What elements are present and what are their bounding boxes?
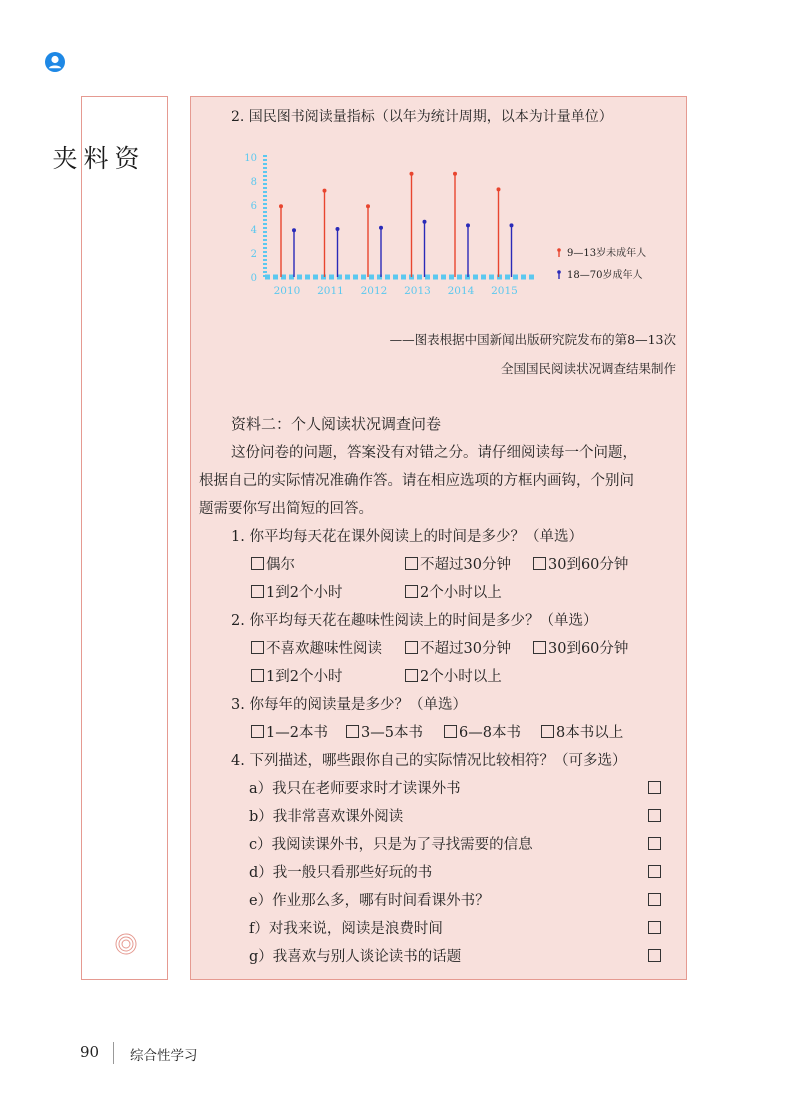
- footer-section: 综合性学习: [130, 1048, 198, 1064]
- q4-item-g: g）我喜欢与别人谈论读书的话题: [249, 949, 462, 965]
- x-tick-label: 2012: [360, 285, 388, 297]
- bar-dot-0-5: [497, 187, 501, 191]
- bar-dot-1-1: [336, 227, 340, 231]
- legend-marker-dot: [557, 270, 561, 274]
- q2-option[interactable]: 不超过30分钟: [405, 637, 511, 658]
- x-tick-label: 2014: [447, 285, 475, 297]
- footer-divider: [113, 1042, 114, 1064]
- intro-line-2: 根据自己的实际情况准确作答。请在相应选项的方框内画钩，个别问: [199, 473, 634, 489]
- q2-option[interactable]: 不喜欢趣味性阅读: [251, 637, 382, 658]
- legend-label: 18—70岁成年人: [567, 270, 643, 281]
- legend-marker-dot: [557, 248, 561, 252]
- checkbox[interactable]: [405, 585, 418, 598]
- y-tick-label: 8: [250, 177, 257, 188]
- questionnaire-title: 资料二：个人阅读状况调查问卷: [231, 415, 442, 433]
- checkbox[interactable]: [648, 809, 661, 822]
- bar-dot-0-1: [323, 189, 327, 193]
- q3-option[interactable]: 1—2本书: [251, 721, 328, 742]
- content-panel: [190, 96, 687, 980]
- bar-dot-1-2: [379, 226, 383, 230]
- q1-option[interactable]: 偶尔: [251, 553, 295, 574]
- source-line-2: 全国国民阅读状况调查结果制作: [500, 361, 676, 376]
- chart-heading: 2. 国民图书阅读量指标（以年为统计周期，以本为计量单位）: [231, 109, 613, 125]
- q4-item-b: b）我非常喜欢课外阅读: [249, 809, 404, 825]
- sidebar-title: 资料夹: [49, 145, 140, 172]
- q4-item-c: c）我阅读课外书，只是为了寻找需要的信息: [249, 837, 533, 853]
- bar-dot-0-2: [366, 204, 370, 208]
- q1-option[interactable]: 2个小时以上: [405, 581, 502, 602]
- y-tick-label: 6: [250, 201, 257, 212]
- bar-dot-1-4: [466, 223, 470, 227]
- checkbox[interactable]: [444, 725, 457, 738]
- checkbox[interactable]: [648, 893, 661, 906]
- checkbox[interactable]: [648, 921, 661, 934]
- y-tick-label: 0: [250, 273, 257, 284]
- spiral-icon: [115, 933, 137, 955]
- checkbox[interactable]: [405, 641, 418, 654]
- q2-text: 2. 你平均每天花在趣味性阅读上的时间是多少？（单选）: [231, 613, 598, 629]
- checkbox[interactable]: [541, 725, 554, 738]
- q3-option[interactable]: 6—8本书: [444, 721, 521, 742]
- q4-item-e: e）作业那么多，哪有时间看课外书？: [249, 893, 490, 909]
- checkbox[interactable]: [648, 949, 661, 962]
- bar-dot-0-0: [279, 204, 283, 208]
- bar-dot-1-5: [510, 223, 514, 227]
- checkbox[interactable]: [405, 557, 418, 570]
- bar-dot-1-0: [292, 228, 296, 232]
- q4-item-a: a）我只在老师要求时才读课外书: [249, 781, 461, 797]
- q4-text: 4. 下列描述，哪些跟你自己的实际情况比较相符？（可多选）: [231, 753, 627, 769]
- y-tick-label: 2: [250, 249, 257, 260]
- legend-label: 9—13岁未成年人: [567, 248, 647, 259]
- q3-text: 3. 你每年的阅读量是多少？（单选）: [231, 697, 467, 713]
- x-tick-label: 2011: [317, 285, 344, 297]
- q1-option[interactable]: 1到2个小时: [251, 581, 342, 602]
- q2-option[interactable]: 2个小时以上: [405, 665, 502, 686]
- checkbox[interactable]: [648, 865, 661, 878]
- intro-line-3: 题需要你写出简短的回答。: [199, 501, 373, 517]
- source-line-1: ——图表根据中国新闻出版研究院发布的第8—13次: [389, 332, 676, 347]
- checkbox[interactable]: [251, 725, 264, 738]
- intro-line-1: 这份问卷的问题，答案没有对错之分。请仔细阅读每一个问题，: [231, 445, 637, 461]
- checkbox[interactable]: [648, 781, 661, 794]
- x-tick-label: 2013: [404, 285, 431, 297]
- q4-item-f: f）对我来说，阅读是浪费时间: [249, 921, 443, 937]
- q1-option[interactable]: 不超过30分钟: [405, 553, 511, 574]
- checkbox[interactable]: [251, 585, 264, 598]
- q2-option[interactable]: 30到60分钟: [533, 637, 628, 658]
- x-tick-label: 2015: [491, 285, 518, 297]
- bar-dot-0-3: [410, 172, 414, 176]
- q1-text: 1. 你平均每天花在课外阅读上的时间是多少？（单选）: [231, 529, 583, 545]
- checkbox[interactable]: [533, 641, 546, 654]
- page-number: 90: [80, 1043, 100, 1061]
- checkbox[interactable]: [648, 837, 661, 850]
- y-tick-label: 10: [244, 153, 257, 164]
- q3-option[interactable]: 8本书以上: [541, 721, 623, 742]
- y-tick-label: 4: [250, 225, 257, 236]
- checkbox[interactable]: [346, 725, 359, 738]
- checkbox[interactable]: [251, 641, 264, 654]
- checkbox[interactable]: [251, 557, 264, 570]
- checkbox[interactable]: [533, 557, 546, 570]
- x-tick-label: 2010: [273, 285, 301, 297]
- checkbox[interactable]: [251, 669, 264, 682]
- q3-option[interactable]: 3—5本书: [346, 721, 423, 742]
- user-icon: [44, 51, 66, 73]
- q1-option[interactable]: 30到60分钟: [533, 553, 628, 574]
- sidebar: [49, 96, 168, 980]
- bar-dot-0-4: [453, 172, 457, 176]
- bar-dot-1-3: [423, 220, 427, 224]
- q2-option[interactable]: 1到2个小时: [251, 665, 342, 686]
- q4-item-d: d）我一般只看那些好玩的书: [249, 865, 433, 881]
- checkbox[interactable]: [405, 669, 418, 682]
